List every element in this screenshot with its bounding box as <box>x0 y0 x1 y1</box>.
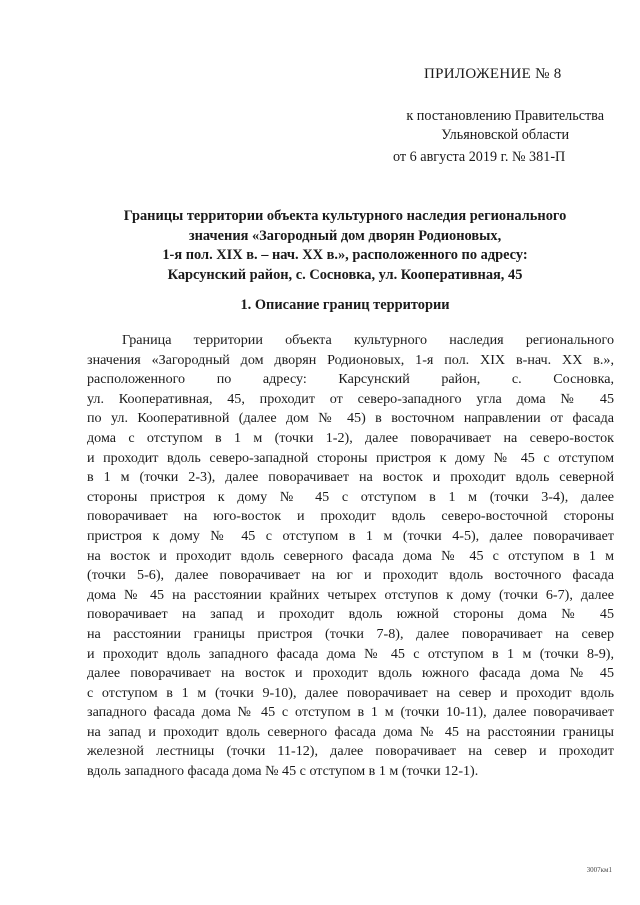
paragraph-line: (точки 5-6), далее поворачивает на юг и проходит вдоль восточного фасада <box>87 567 614 584</box>
paragraph-line: Граница территории объекта культурного наследия регионального <box>122 332 614 348</box>
heading-line: Карсунский район, с. Сосновка, ул. Кооперативная, 45 <box>167 266 523 283</box>
appendix-title: ПРИЛОЖЕНИЕ № 8 <box>424 66 562 82</box>
paragraph-line: пристроя к дому № 45 с отступом в 1 м (точки 4-5), далее поворачивает <box>87 527 614 544</box>
paragraph-line: и проходит вдоль западного фасада дома № 45 с отступом в 1 м (точки 8-9), <box>87 645 614 662</box>
paragraph-line: значения «Загородный дом дворян Родионовых, 1-я пол. XIX в-нач. XX в.», <box>87 351 614 368</box>
paragraph-line: ул. Кооперативная, 45, проходит от северо-западного угла дома № 45 <box>87 390 614 407</box>
reference-line: Ульяновской области <box>441 127 570 143</box>
paragraph-line: на восток и проходит вдоль северного фасада дома № 45 с отступом в 1 м <box>87 547 614 564</box>
paragraph-line: расположенного по адресу: Карсунский район, с. Сосновка, <box>87 371 614 388</box>
heading-line: 1-я пол. XIX в. – нач. XX в.», расположенного по адресу: <box>162 247 528 263</box>
paragraph-line: поворачивает на юго-восток и проходит вдоль северо-восточной стороны <box>87 508 614 525</box>
paragraph-line: на расстоянии границы пристроя (точки 7-8), далее поворачивает на север <box>87 625 614 642</box>
paragraph-line: вдоль западного фасада дома № 45 с отступом в 1 м (точки 12-1). <box>87 763 479 780</box>
paragraph-line: поворачивает на запад и проходит вдоль южной стороны дома № 45 <box>87 606 614 623</box>
paragraph-line: с отступом в 1 м (точки 9-10), далее поворачивает на север и проходит вдоль <box>87 684 614 701</box>
heading-line: Границы территории объекта культурного наследия регионального <box>123 208 567 224</box>
paragraph-line: в 1 м (точки 2-3), далее поворачивает на восток и проходит вдоль северной <box>87 469 614 486</box>
heading-line: значения «Загородный дом дворян Родионовых, <box>188 227 502 244</box>
paragraph-line: дома с отступом в 1 м (точки 1-2), далее поворачивает на северо-восток <box>87 429 614 446</box>
reference-line: к постановлению Правительства <box>406 108 604 124</box>
resolution-reference <box>406 107 604 145</box>
paragraph-line: далее поворачивает на восток и проходит вдоль южного фасада дома № 45 <box>87 665 614 682</box>
section-title: 1. Описание границ территории <box>240 297 450 313</box>
paragraph-line: железной лестницы (точки 11-12), далее поворачивает на север и проходит <box>87 743 614 760</box>
document-heading <box>60 207 630 285</box>
paragraph-line: стороны пристроя к дому № 45 с отступом в 1 м (точки 3-4), далее <box>87 488 614 505</box>
paragraph-line: западного фасада дома № 45 с отступом в 1 м (точки 10-11), далее поворачивает <box>87 704 614 721</box>
paragraph-line: дома № 45 на расстоянии крайних четырех отступов к дому (точки 6-7), далее <box>87 586 614 603</box>
paragraph-line: на запад и проходит вдоль северного фасада дома № 45 на расстоянии границы <box>87 723 614 740</box>
paragraph-line: по ул. Кооперативной (далее дом № 45) в восточном направлении от фасада <box>87 410 614 427</box>
footer-code: 3007км1 <box>586 866 612 874</box>
boundary-description-paragraph <box>87 331 614 782</box>
paragraph-line: и проходит вдоль северо-западной стороны пристроя к дому № 45 с отступом <box>87 449 614 466</box>
resolution-date: от 6 августа 2019 г. № 381-П <box>393 149 566 165</box>
